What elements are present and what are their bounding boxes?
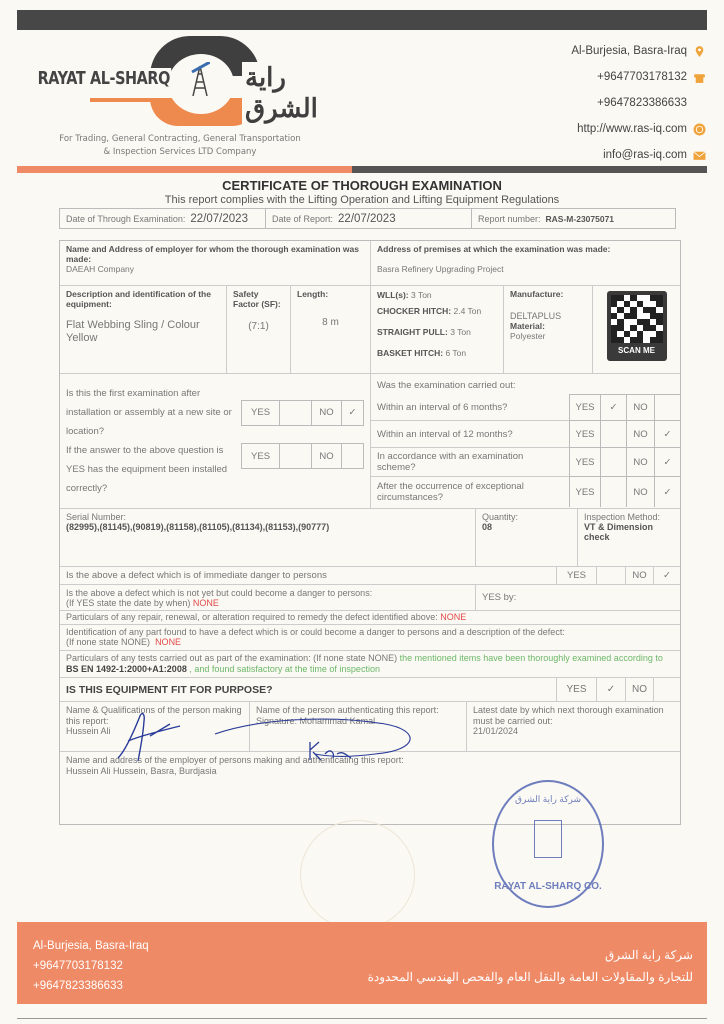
examination-form: Name and Address of employer for whom the thorough examination was made: DAEAH Company Address of premises at which the examination was made: Basra Refinery Upgrading Project Description and identification of the equipment: Flat Webbing Sling / Colour Yellow Safety Factor (SF): (7:1) Length: 8 m WLL(s): 3 Ton CHOCKER HITCH: 2.4 Ton STRAIGHT PULL: 3 Ton BASKET HITCH: 6 Ton Manufacture: DELTAPLUS Material: Polyester SCAN ME Is this the first examination after installation or assembly at a new site or location? YES NO ✓ If the answer to the above question is YES has the equipment been installed correctly? YES NO Was the examination carried out: Within an interval of 6 months? YES ✓ NO Within an interval of 12 months? YES NO ✓ In accordance with an examination scheme? YES NO ✓ After the occurrence of exceptional circumstances? YES NO ✓ Serial Number: (82995),(81145),(90819),(81158),(81105),(81134),(81153),(90777) Quantity: 08 Inspection Method: VT & Dimension check Is the above a defect which is of immediate danger to persons YES NO ✓ Is the above a defect which is not yet but could become a danger to persons: (If YES state the date by when) NONE YES by: Particulars of any repair, renewal, or alteration required to remedy the defect identified above: NONE Identification of any part found to have a defect which is or could become a danger to persons and a description of the defect: (If none state NONE) NONE Particulars of any tests carried out as part of the examination: (If none state NONE) the mentioned items have been thoroughly examined according to BS EN 1492-1:2000+A1:2008 , and found satisfactory at the time of inspection IS THIS EQUIPMENT FIT FOR PURPOSE? YES ✓ NO Name & Qualifications of the person making this report: Hussein Ali Name of the person authenticating this report: Signature: Mohammad Kamal Latest date by which next thorough examination must be carried out: 21/01/2024 Name and address of the employer of persons making and authenticating this report: Hussein Ali Hussein, Basra, Burdjasia bbox=[59, 240, 681, 825]
faded-stamp bbox=[300, 820, 415, 930]
footer-tagline-ar: للتجارة والمقاولات العامة والنقل العام والفحص الهندسي المحدودة bbox=[367, 970, 693, 984]
equipment-desc-label: Description and identification of the equipment: bbox=[66, 289, 211, 309]
globe-icon bbox=[693, 123, 706, 136]
choker-value: 2.4 Ton bbox=[453, 306, 482, 316]
6-months-no-checkbox[interactable] bbox=[655, 395, 680, 420]
footer-phone1: +9647703178132 bbox=[33, 960, 123, 972]
oil-derrick-icon bbox=[534, 820, 562, 858]
scan-me-label: SCAN ME bbox=[618, 346, 655, 355]
quantity-label: Quantity: bbox=[482, 512, 519, 522]
manufacture-value: DELTAPLUS bbox=[510, 311, 562, 321]
manufacture-label: Manufacture: bbox=[510, 289, 564, 299]
immediate-yes-checkbox[interactable] bbox=[597, 567, 626, 584]
report-date: 22/07/2023 bbox=[338, 212, 396, 225]
logo-text-arabic: راية الشرق bbox=[242, 62, 330, 124]
footer-address: Al-Burjesia, Basra-Iraq bbox=[33, 940, 149, 952]
basket-value: 6 Ton bbox=[445, 348, 467, 358]
premises-value: Basra Refinery Upgrading Project bbox=[377, 264, 504, 274]
qr-code[interactable] bbox=[607, 291, 667, 361]
inspection-method-label: Inspection Method: bbox=[584, 512, 661, 522]
straight-value: 3 Ton bbox=[450, 327, 471, 337]
envelope-icon bbox=[693, 149, 706, 162]
company-tagline: For Trading, General Contracting, General Transportation & Inspection Services LTD Company bbox=[59, 134, 301, 157]
footer-company-ar: شركة راية الشرق bbox=[604, 948, 693, 962]
company-stamp: شركة راية الشرق RAYAT AL-SHARQ CO. bbox=[492, 780, 604, 908]
certificate-title: CERTIFICATE OF THOROUGH EXAMINATION bbox=[222, 178, 502, 193]
installed-correctly-yes-no: YES NO bbox=[241, 443, 364, 469]
phone2-text: +9647823386633 bbox=[597, 97, 687, 109]
fit-for-purpose-label: IS THIS EQUIPMENT FIT FOR PURPOSE? bbox=[60, 678, 557, 701]
authenticator-name: Mohammad Kamal bbox=[299, 715, 376, 726]
exam-carried-out-heading: Was the examination carried out: bbox=[377, 380, 516, 391]
tests-standard: BS EN 1492-1:2000+A1:2008 bbox=[66, 664, 187, 674]
exceptional-yes-checkbox[interactable] bbox=[601, 477, 627, 507]
question-first-exam: Is this the first examination after installation or assembly at a new site or location? bbox=[66, 388, 232, 437]
employer-of-persons-label: Name and address of the employer of persons making and authenticating this report: bbox=[66, 755, 404, 765]
footer-phone2: +9647823386633 bbox=[33, 980, 123, 992]
address-text: Al-Burjesia, Basra-Iraq bbox=[571, 45, 687, 57]
logo-text-english: RAYAT AL-SHARQ bbox=[37, 68, 170, 89]
footer bbox=[17, 922, 707, 1004]
safety-factor-label: Safety Factor (SF): bbox=[233, 289, 281, 309]
installed-yes-checkbox[interactable] bbox=[280, 444, 312, 468]
immediate-no-checkbox[interactable]: ✓ bbox=[663, 570, 671, 581]
premises-label: Address of premises at which the examination was made: bbox=[377, 244, 611, 254]
length-value: 8 m bbox=[322, 317, 339, 328]
fit-no-checkbox[interactable] bbox=[654, 678, 680, 701]
first-exam-no-checkbox[interactable]: ✓ bbox=[348, 407, 357, 418]
yes-by-field: YES by: bbox=[482, 592, 517, 603]
scheme-no-checkbox[interactable]: ✓ bbox=[663, 456, 672, 468]
serial-label: Serial Number: bbox=[66, 512, 127, 522]
website-link[interactable]: http://www.ras-iq.com bbox=[577, 123, 687, 135]
repair-value: NONE bbox=[440, 612, 467, 622]
equipment-desc-value: Flat Webbing Sling / Colour Yellow bbox=[66, 319, 200, 344]
12-months-yes-checkbox[interactable] bbox=[601, 421, 627, 447]
phone1-text: +9647703178132 bbox=[597, 71, 687, 83]
fit-yes-checkbox[interactable]: ✓ bbox=[597, 678, 626, 701]
bottom-divider bbox=[17, 1018, 707, 1019]
exceptional-no-checkbox[interactable]: ✓ bbox=[663, 486, 672, 498]
employer-value: DAEAH Company bbox=[66, 264, 135, 274]
employer-label: Name and Address of employer for whom the thorough examination was made: bbox=[66, 244, 359, 264]
quantity-value: 08 bbox=[482, 522, 493, 532]
material-label: Material: bbox=[510, 321, 545, 331]
wll-value: 3 Ton bbox=[411, 290, 432, 300]
safety-factor-value: (7:1) bbox=[248, 321, 269, 332]
future-danger-value: NONE bbox=[192, 598, 219, 608]
header-top-bar bbox=[17, 10, 707, 30]
header-contact-info bbox=[571, 38, 706, 168]
first-exam-yes-checkbox[interactable] bbox=[280, 401, 312, 425]
certificate-subtitle: This report complies with the Lifting Operation and Lifting Equipment Regulations bbox=[164, 194, 560, 206]
location-pin-icon bbox=[693, 45, 706, 58]
maker-name: Hussein Ali bbox=[66, 726, 111, 736]
scheme-yes-checkbox[interactable] bbox=[601, 448, 627, 476]
inspection-method-value: VT & Dimension check bbox=[584, 522, 654, 542]
identification-value: NONE bbox=[155, 637, 182, 647]
date-bar: Date of Through Examination: 22/07/2023 Date of Report: 22/07/2023 Report number: RAS-M-23075071 bbox=[59, 208, 676, 229]
email-link[interactable]: info@ras-iq.com bbox=[603, 149, 687, 161]
telephone-icon bbox=[693, 71, 706, 84]
next-exam-date: 21/01/2024 bbox=[473, 726, 519, 736]
tests-value-part1: the mentioned items have been thoroughly examined according to bbox=[399, 653, 663, 663]
material-value: Polyester bbox=[510, 331, 546, 341]
company-logo bbox=[30, 36, 330, 126]
immediate-danger-question: Is the above a defect which is of immediate danger to persons bbox=[60, 567, 557, 584]
employer-of-persons-value: Hussein Ali Hussein, Basra, Burdjasia bbox=[66, 766, 217, 776]
first-exam-yes-no: YES NO ✓ bbox=[241, 400, 364, 426]
12-months-no-checkbox[interactable]: ✓ bbox=[663, 428, 672, 440]
installed-no-checkbox[interactable] bbox=[342, 444, 363, 468]
divider-gray bbox=[352, 166, 707, 173]
report-number: RAS-M-23075071 bbox=[545, 213, 615, 224]
serial-value: (82995),(81145),(90819),(81158),(81105),(81134),(81153),(90777) bbox=[66, 522, 330, 532]
divider-orange bbox=[17, 166, 352, 173]
tests-value-part2: , and found satisfactory at the time of inspection bbox=[189, 664, 380, 674]
6-months-yes-checkbox[interactable]: ✓ bbox=[601, 395, 627, 420]
oil-derrick-icon bbox=[190, 62, 210, 98]
length-label: Length: bbox=[297, 289, 329, 299]
question-installed-correctly: If the answer to the above question is YES has the equipment been installed correctly? bbox=[66, 445, 228, 494]
exam-date: 22/07/2023 bbox=[190, 212, 248, 225]
